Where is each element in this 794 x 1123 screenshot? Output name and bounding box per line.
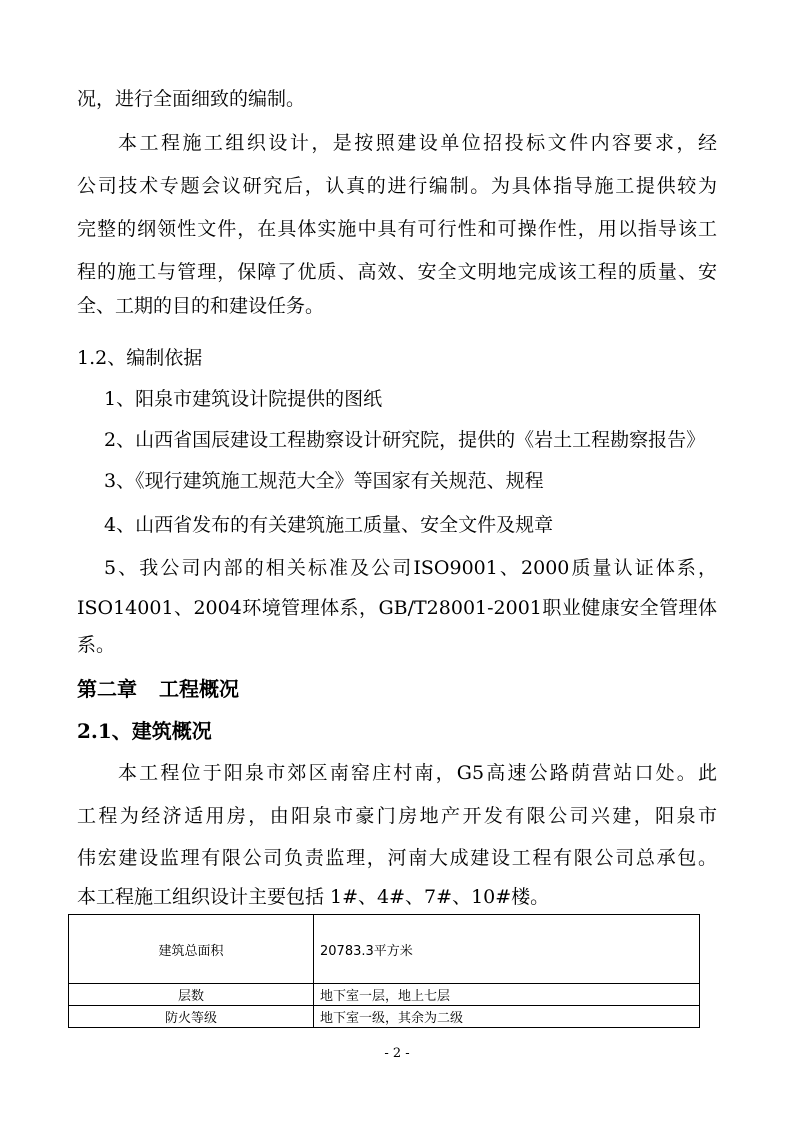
list-item-continuation: 系。 <box>77 634 116 656</box>
page-number: - 2 - <box>384 1046 410 1061</box>
paragraph-line: 程的施工与管理，保障了优质、高效、安全文明地完成该工程的质量、安 <box>77 261 717 283</box>
table-cell-value: 地下室一层，地上七层 <box>314 984 700 1006</box>
table-cell-key: 防火等级 <box>69 1006 314 1028</box>
table-cell-value: 地下室一级，其余为二级 <box>314 1006 700 1028</box>
list-item: 3、《现行建筑施工规范大全》等国家有关规范、规程 <box>104 470 544 492</box>
list-item: 2、山西省国辰建设工程勘察设计研究院，提供的《岩土工程勘察报告》 <box>104 429 706 451</box>
chapter-label: 第二章 <box>77 677 137 701</box>
table-cell-key: 层数 <box>69 984 314 1006</box>
paragraph-line: 本工程施工组织设计主要包括 1#、4#、7#、10#楼。 <box>77 886 550 908</box>
chapter-heading <box>77 677 239 701</box>
list-item: 5、我公司内部的相关标准及公司ISO9001、2000质量认证体系， <box>104 557 717 579</box>
list-item: 1、阳泉市建筑设计院提供的图纸 <box>104 388 383 410</box>
paragraph-line: 全、工期的目的和建设任务。 <box>77 295 325 317</box>
paragraph-line: 完整的纲领性文件，在具体实施中具有可行性和可操作性，用以指导该工 <box>77 218 717 240</box>
section-heading: 2.1、建筑概况 <box>77 719 212 743</box>
section-heading: 1.2、编制依据 <box>77 347 203 369</box>
table-row <box>69 1006 700 1028</box>
table-row <box>69 915 700 984</box>
list-item: 4、山西省发布的有关建筑施工质量、安全文件及规章 <box>104 514 554 536</box>
paragraph-line: 伟宏建设监理有限公司负责监理，河南大成建设工程有限公司总承包。 <box>77 847 717 869</box>
building-spec-table <box>68 914 700 1028</box>
list-item-continuation: ISO14001、2004环境管理体系，GB/T28001-2001职业健康安全管理体 <box>77 597 717 619</box>
chapter-title: 工程概况 <box>159 677 239 701</box>
paragraph-line: 公司技术专题会议研究后，认真的进行编制。为具体指导施工提供较为 <box>77 175 717 197</box>
table-cell-value: 20783.3平方米 <box>314 915 700 984</box>
paragraph-line: 工程为经济适用房，由阳泉市豪门房地产开发有限公司兴建，阳泉市 <box>77 805 717 827</box>
table-row <box>69 984 700 1006</box>
paragraph-line: 本工程位于阳泉市郊区南窑庄村南，G5高速公路荫营站口处。此 <box>118 762 717 784</box>
paragraph-line: 本工程施工组织设计，是按照建设单位招投标文件内容要求，经 <box>118 132 717 154</box>
table-cell-key: 建筑总面积 <box>69 915 314 984</box>
paragraph-line: 况，进行全面细致的编制。 <box>77 88 306 110</box>
